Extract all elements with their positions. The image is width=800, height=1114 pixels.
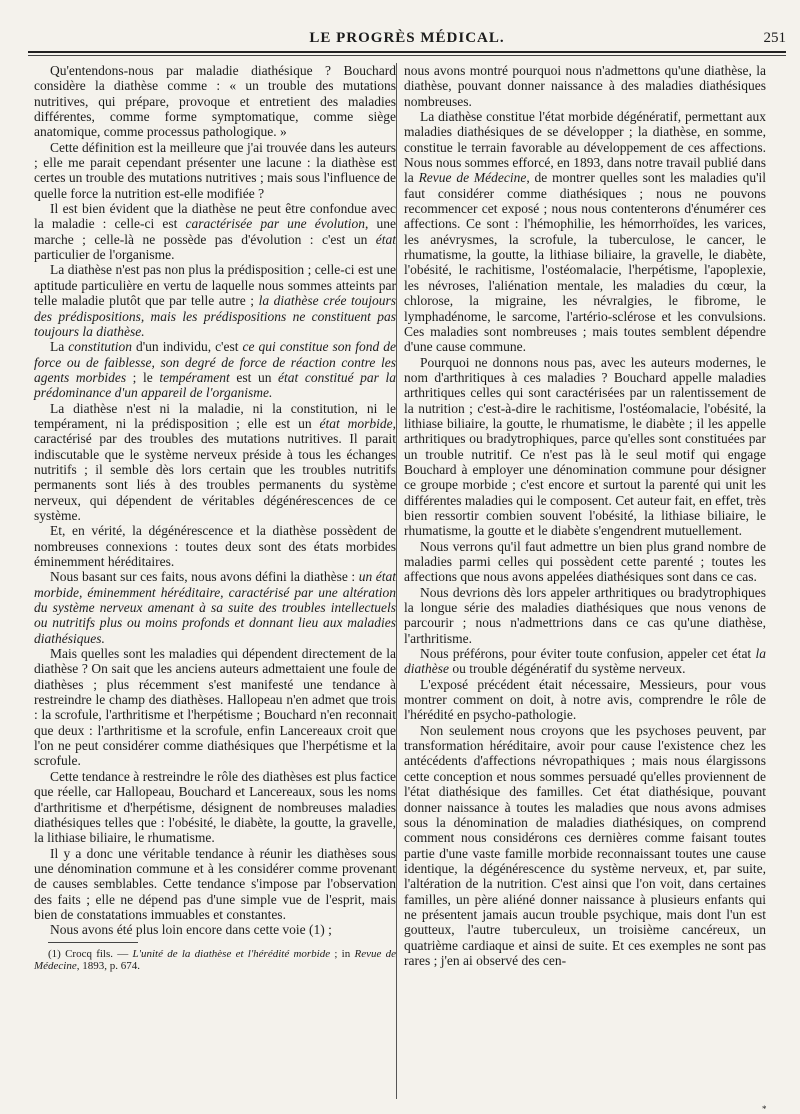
italic-run: L'unité de la diathèse et l'hérédité morbide	[132, 947, 331, 960]
text-run: , 1893, p. 674.	[76, 960, 140, 973]
paragraph: Nous verrons qu'il faut admettre un bien plus grand nombre de maladies parmi celles qui possèdent cette parenté ; toutes les affections que nous avons appelées diathésiques sont dans ce cas.	[404, 538, 766, 585]
paragraph	[34, 401, 396, 524]
text-run: particulier de l'organisme.	[34, 247, 175, 263]
paragraph	[34, 201, 396, 262]
signature-mark: *	[762, 1104, 767, 1114]
text-run: , caractérisé par des troubles des mutations nutritives. Il parait indiscutable que le système nerveux préside à tous les échanges nutritifs ; il semble dès lors certain que les troubles nutritifs permanents sont liés à des troubles permanents du système nerveux, qui dépendent de véritables dégénérescences de ce système.	[34, 415, 396, 523]
text-run: (1) Crocq fils. —	[48, 947, 133, 960]
italic-run: ce qui constitue son fond de force ou de faiblesse, son degré de force de réaction contre les agents morbides	[34, 339, 396, 385]
footnote	[34, 948, 396, 973]
paragraph: Il y a donc une véritable tendance à réunir les diathèses sous une dénomination commune et à les considérer comme provenant de causes semblables. Cette tendance s'impose par l'observation des faits ; elle ne dépend pas d'une simple vue de l'esprit, mais bien de constatations immuables et constantes.	[34, 845, 396, 922]
text-run: est un	[229, 369, 279, 385]
paragraph: Pourquoi ne donnons nous pas, avec les auteurs modernes, le nom d'arthritiques à ces maladies ? Bouchard appelle maladies arthritiques celles qui sont caractérisées par un ralentissement de la nutrition ; c'est-à-dire le rachitisme, l'ostéomalacie, l'obésité, la lithiase biliaire, la goutte, le rhumatisme, le diabète ; il les appelle arthritiques ou bradytrophiques, parce qu'elles sont constituées par un trouble nutritif. Ce n'est pas là le seul motif qui engage Bouchard à employer une dénomination commune pour désigner ce groupe morbide ; c'est encore et surtout la parenté qui unit les différentes maladies qui le composent. Cet auteur fait, en effet, très bien ressortir combien souvent l'obésité, la lithiase biliaire, le rhumatisme, la goutte et le diabète s'engendrent mutuellement.	[404, 354, 766, 539]
italic-run: état	[375, 231, 396, 247]
text-run: La diathèse constitue l'état morbide dégénératif, permettant aux maladies diathésiques de se développer ; la diathèse, en somme, constitue le terrain favorable au développement de ces affections. Nous nous sommes efforcé, en 1893, dans notre travail publié dans la	[404, 109, 766, 186]
italic-run: état constitué par la prédominance d'un appareil de l'organisme.	[34, 369, 396, 401]
italic-run: Revue de Médecine	[34, 947, 396, 973]
text-run: La	[50, 339, 69, 355]
column-divider	[396, 63, 397, 1099]
italic-run: état morbide	[319, 415, 393, 431]
italic-run: un état morbide, éminemment héréditaire, caractérisé par une altération du système nerveux amenant à sa suite des troubles intellectuels ou nutritifs plus ou moins profonds et donnant lieu aux maladies diathésiques.	[34, 569, 397, 646]
text-run: Nous basant sur ces faits, nous avons défini la diathèse :	[50, 569, 359, 585]
text-run: d'un individu, c'est	[132, 339, 243, 355]
paragraph: Nous devrions dès lors appeler arthritiques ou bradytrophiques la longue série des maladies diathésiques que nous venons de parcourir ; nous n'admettrions dans ce cas qu'une diathèse, l'arthritisme.	[404, 584, 766, 646]
paragraph	[34, 262, 396, 339]
text-run: La diathèse n'est pas non plus la prédisposition ; celle-ci est une aptitude particulière en vertu de laquelle nous sommes atteints par telle maladie plutôt que par telle autre ;	[34, 262, 396, 309]
page-number: 251	[763, 30, 786, 46]
text-run: , de montrer quelles sont les maladies qu'il faut considérer comme diathésiques ; nous ne pouvons recommencer cet exposé ; nous nous contenterons d'énumérer ces affections. Ce sont : l'hémophilie, les hémorrhoïdes, les varices, les anévrysmes, la scrofule, la tuberculose, le cancer, le rhumatisme, la goutte, la lithiase biliaire, la gravelle, le diabète, l'obésité, le rachitisme, l'ostéomalacie, l'herpétisme, l'apoplexie, les névroses, l'aliénation mentale, les maladies du cœur, la chlorose, la migraine, les névralgies, le fibrome, le lymphadénome, le sarcome, l'artério-sclérose et les convulsions. Ces maladies sont nombreuses ; mais toutes semblent dépendre d'une cause commune.	[404, 170, 766, 355]
paragraph	[34, 339, 396, 400]
paragraph: Et, en vérité, la dégénérescence et la diathèse possèdent de nombreuses connexions : toutes deux sont des états morbides éminemment héréditaires.	[34, 523, 396, 569]
italic-run: tempérament	[159, 369, 230, 385]
paragraph: nous avons montré pourquoi nous n'admettons qu'une diathèse, la diathèse, pouvant donner naissance à des maladies diathésiques nombreuses.	[404, 63, 766, 109]
paragraph: Nous avons été plus loin encore dans cette voie (1) ;	[50, 922, 332, 938]
paragraph: Qu'entendons-nous par maladie diathésique ? Bouchard considère la diathèse comme : « un trouble des mutations nutritives, qui prépare, provoque et entretient des maladies différentes, comme forme symptomatique, comme siège anatomique, comme processus pathologique. »	[34, 63, 396, 140]
text-run: La diathèse n'est ni la maladie, ni la constitution, ni le tempérament, ni la prédisposition ; elle est un	[34, 400, 396, 431]
journal-title: LE PROGRÈS MÉDICAL.	[309, 30, 505, 46]
paragraph	[404, 109, 766, 355]
paragraph: Non seulement nous croyons que les psychoses peuvent, par transformation héréditaire, avoir pour cause l'existence chez les antécédents d'affections névropathiques ; mais nous élargissons cette conception et nous sommes persuadé qu'elles proviennent de l'état diathésique des familles. Cet état diathésique, pouvant donner naissance à toutes les maladies que nous avons admises sous la dénomination de maladies diathésiques, on comprend comment nous considérons ces dernières comme faisant toutes partie d'une vaste famille morbide reconnaissant toutes une cause identique, la dégénérescence du système nerveux, et, par suite, l'altération de la nutrition. C'est ainsi que l'on voit, dans certaines familles, un père aliéné donner naissance à plusieurs enfants qui ne présentent jamais aucun trouble psychique, mais dont l'un est goutteux, l'autre tuberculeux, un troisième cancéreux, un quatrième cardiaque et ainsi de suite. Et ces exemples ne sont pas rares ; j'en ai observé des cen-	[404, 722, 766, 968]
paragraph: L'exposé précédent était nécessaire, Messieurs, pour vous montrer comment on doit, à notre avis, comprendre le rôle de l'hérédité en psycho-pathologie.	[404, 676, 766, 723]
italic-run: la diathèse	[404, 646, 766, 677]
left-column	[34, 63, 396, 973]
text-run: ou trouble dégénératif du système nerveux.	[449, 661, 686, 677]
header-rule	[28, 51, 786, 56]
paragraph: Cette définition est la meilleure que j'ai trouvée dans les auteurs ; elle me parait cependant présenter une lacune : la diathèse est certes un trouble des mutations nutritives ; mais sous l'influence de quelle force la nutrition est-elle modifiée ?	[34, 139, 396, 201]
paragraph: Cette tendance à restreindre le rôle des diathèses est plus factice que réelle, car Hallopeau, Bouchard et Lancereaux, sous les noms d'arthritisme et d'herpétisme, désignent de nombreuses maladies diathésiques telles que : l'obésité, le diabète, la goutte, la gravelle, la lithiase biliaire, le rhumatisme.	[34, 768, 396, 846]
running-head	[28, 30, 786, 50]
paragraph	[34, 569, 396, 646]
text-run: ; in	[330, 947, 355, 960]
paragraph: Mais quelles sont les maladies qui dépendent directement de la diathèse ? On sait que les anciens auteurs admettaient une foule de diathèses ; plus récemment s'est manifesté une tendance à restreindre le champ des diathèses. Hallopeau n'en admet que trois : la scrofule, l'arthritisme et l'herpétisme ; Bouchard n'en reconnait que deux : l'arthritisme et la scrofule, enfin Lancereaux croit que l'on ne peut considérer comme diathésiques que l'herpétisme et la scrofule.	[34, 646, 396, 769]
text-run: , une marche ; celle-là ne possède pas d'évolution : c'est un	[34, 216, 396, 247]
footnote-rule	[48, 942, 138, 943]
italic-run: caractérisée par une évolution	[185, 216, 366, 232]
text-run: Il est bien évident que la diathèse ne peut être confondue avec la maladie : celle-ci est	[34, 201, 396, 232]
right-column	[404, 63, 766, 968]
italic-run: la diathèse crée toujours des prédispositions, mais les prédispositions ne constituent pas toujours la diathèse.	[34, 293, 396, 339]
italic-run: Revue de Médecine	[418, 170, 527, 186]
text-run: ; le	[126, 369, 160, 385]
italic-run: constitution	[68, 339, 132, 355]
paragraph	[404, 646, 766, 677]
text-run: Nous préférons, pour éviter toute confusion, appeler cet état	[420, 646, 756, 662]
